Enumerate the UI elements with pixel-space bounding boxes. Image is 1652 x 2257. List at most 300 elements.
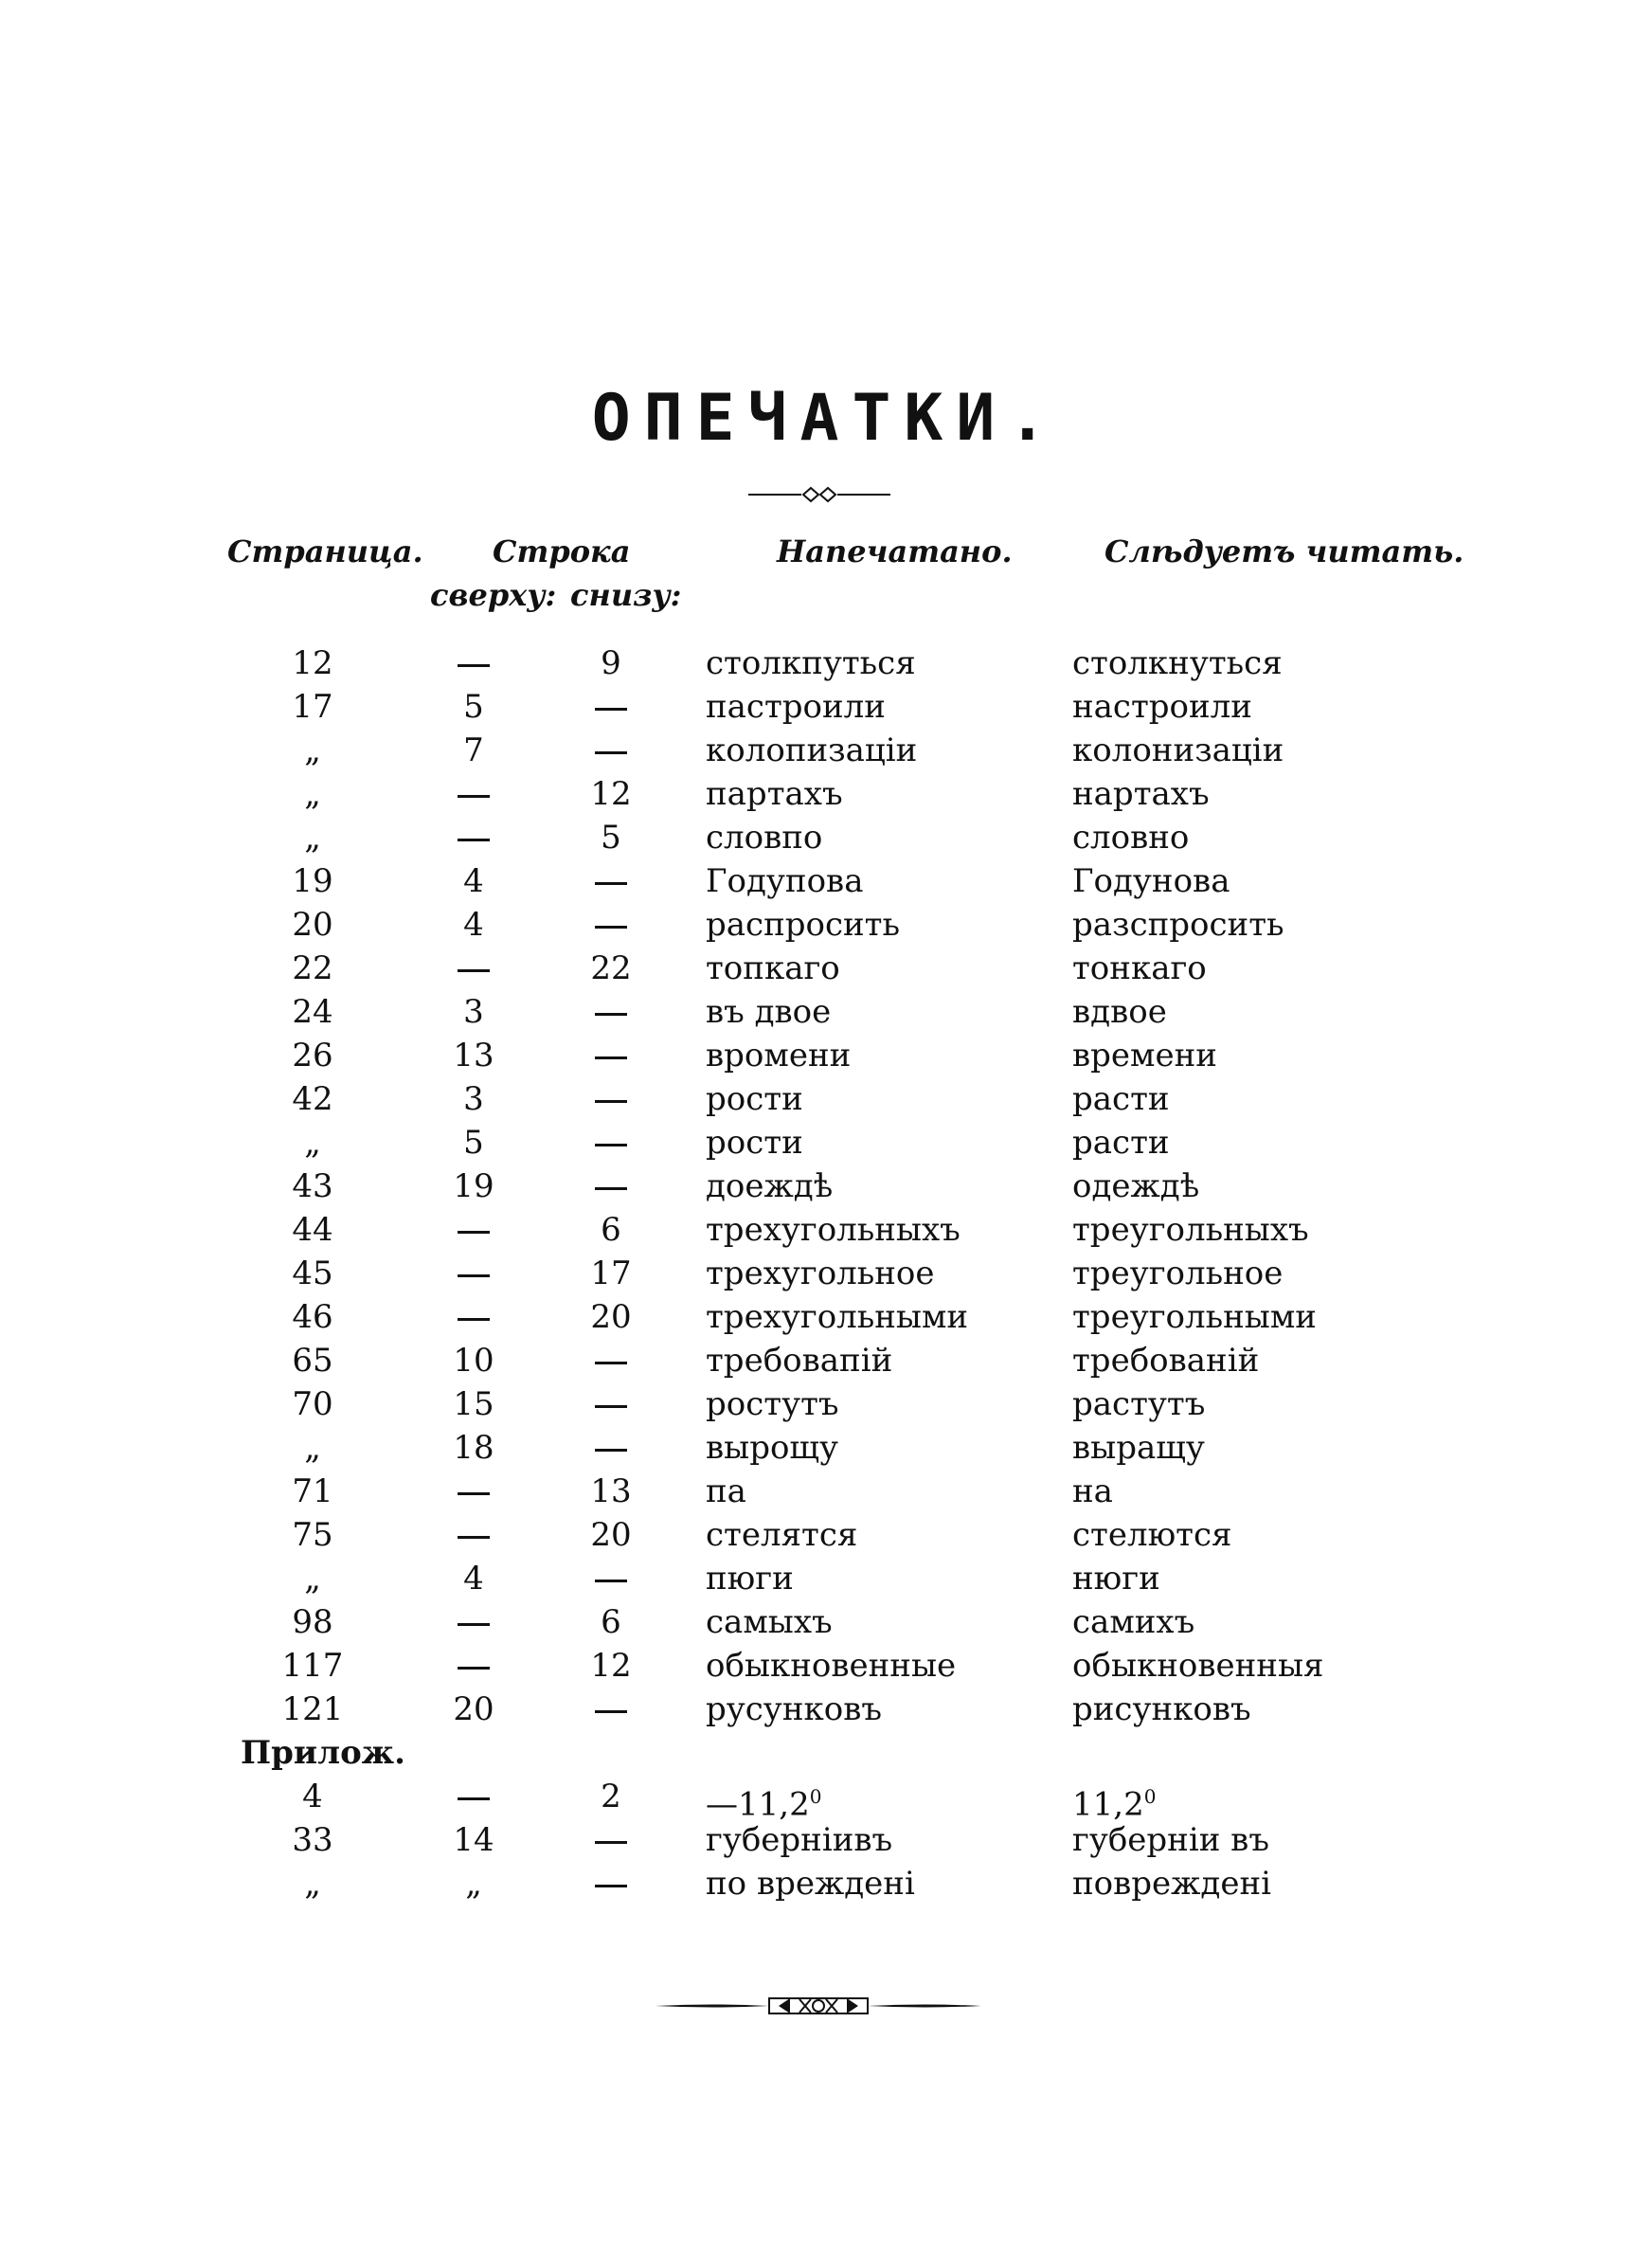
page-number-text: 98	[292, 1603, 333, 1641]
printed-text	[706, 1427, 838, 1469]
line-from-bottom	[549, 860, 673, 902]
correct-reading-text: повреждені	[1072, 1865, 1272, 1903]
line-from-top-text: 7	[463, 731, 484, 769]
dash-mark	[458, 1797, 490, 1800]
printed-text	[706, 904, 900, 946]
printed-text	[706, 730, 917, 771]
correct-reading	[1072, 817, 1189, 858]
correct-reading-text: обыкновенныя	[1072, 1647, 1324, 1685]
page-number	[218, 948, 407, 989]
line-from-bottom-text: 12	[590, 1647, 632, 1685]
correct-reading-text: словно	[1072, 819, 1190, 857]
printed-text	[706, 1209, 961, 1251]
line-from-bottom	[549, 1863, 673, 1905]
printed-text	[706, 1296, 968, 1338]
line-from-bottom	[549, 1471, 673, 1512]
printed-text-text: трехугольными	[706, 1298, 969, 1336]
correct-reading	[1072, 1645, 1323, 1687]
dash-mark	[458, 1492, 490, 1495]
line-from-top	[417, 1558, 530, 1599]
correct-reading	[1072, 1296, 1317, 1338]
correct-reading-text: треугольными	[1072, 1298, 1317, 1336]
printed-text	[706, 1340, 892, 1381]
line-from-top-text: 4	[463, 1560, 484, 1598]
page-number-text: 117	[281, 1647, 344, 1685]
line-from-top	[417, 1253, 530, 1294]
line-from-bottom	[549, 1078, 673, 1120]
printed-text	[706, 860, 863, 902]
line-from-bottom	[549, 1688, 673, 1730]
correct-reading-text: растутъ	[1072, 1385, 1206, 1423]
correct-reading-text: колонизаціи	[1072, 731, 1284, 769]
dash-mark	[458, 1274, 490, 1277]
correct-reading	[1072, 642, 1283, 684]
line-from-bottom	[549, 773, 673, 815]
line-from-bottom-text: 17	[590, 1255, 632, 1292]
header-line: Строка	[493, 533, 631, 569]
printed-text	[706, 1471, 746, 1512]
printed-text	[706, 1819, 892, 1861]
page-number	[218, 860, 407, 902]
line-from-top	[417, 1340, 530, 1381]
correct-reading-text: нюги	[1072, 1560, 1160, 1598]
page-number	[218, 991, 407, 1033]
dash-mark	[595, 882, 627, 885]
correct-reading	[1072, 991, 1167, 1033]
dash-mark	[595, 1056, 627, 1059]
table-row	[0, 1776, 1652, 1824]
printed-text-text: па	[706, 1472, 746, 1510]
page-number-text: 71	[292, 1472, 333, 1510]
table-row	[0, 773, 1652, 815]
page-number-text: 20	[292, 906, 333, 944]
line-from-top	[417, 904, 530, 946]
correct-reading-text: стелются	[1072, 1516, 1232, 1554]
line-from-top	[417, 1776, 530, 1817]
line-from-bottom	[549, 642, 673, 684]
page-number	[218, 1863, 407, 1905]
correct-reading-text: требованій	[1072, 1342, 1260, 1380]
dash-mark	[595, 708, 627, 711]
dash-mark	[595, 1405, 627, 1408]
line-from-bottom-text: 2	[601, 1778, 621, 1815]
correct-reading	[1072, 1688, 1251, 1730]
dash-mark	[458, 1667, 490, 1670]
line-from-bottom-text: 13	[590, 1472, 632, 1510]
table-row	[0, 1863, 1652, 1905]
header-line-top: сверху:	[430, 577, 557, 613]
dash-mark	[595, 1187, 627, 1190]
line-from-top	[417, 1819, 530, 1861]
table-row	[0, 686, 1652, 728]
page-number-text: 19	[292, 862, 333, 900]
printed-text	[706, 1165, 833, 1207]
page-number-text: 24	[292, 993, 333, 1031]
table-row	[0, 1165, 1652, 1207]
dash-mark	[458, 969, 490, 972]
line-from-bottom	[549, 1645, 673, 1687]
line-from-bottom	[549, 1383, 673, 1425]
page-number-text: 26	[292, 1037, 333, 1074]
dash-mark	[595, 1885, 627, 1887]
line-from-bottom	[549, 1427, 673, 1469]
page-title: ОПЕЧАТКИ.	[591, 381, 1061, 456]
page-number	[218, 904, 407, 946]
page-number-text: 75	[292, 1516, 333, 1554]
printed-text-text: губерніивъ	[706, 1821, 893, 1859]
line-from-top-text: 20	[453, 1690, 494, 1728]
printed-text-text: самыхъ	[706, 1603, 833, 1641]
printed-text	[706, 1122, 803, 1164]
line-from-bottom	[549, 991, 673, 1033]
correct-reading	[1072, 904, 1284, 946]
page-number-text: „	[304, 731, 321, 769]
dash-mark	[458, 1231, 490, 1234]
page-number	[218, 1514, 407, 1556]
page-number	[218, 1427, 407, 1469]
correct-reading	[1072, 1514, 1231, 1556]
correct-reading	[1072, 860, 1230, 902]
page-number	[218, 773, 407, 815]
correct-reading	[1072, 1209, 1309, 1251]
table-row	[0, 1296, 1652, 1338]
line-from-bottom	[549, 1296, 673, 1338]
dash-mark	[595, 1362, 627, 1364]
correct-reading-text: губерніи въ	[1072, 1821, 1269, 1859]
correct-reading-text: одеждѣ	[1072, 1167, 1200, 1205]
page-number	[218, 1122, 407, 1164]
printed-text-text: столкпуться	[706, 644, 916, 682]
dash-mark	[458, 1623, 490, 1626]
correct-reading	[1072, 1819, 1269, 1861]
line-from-top	[417, 1863, 530, 1905]
printed-text	[706, 1558, 794, 1599]
correct-reading-text: настроили	[1072, 688, 1252, 726]
line-from-bottom	[549, 1819, 673, 1861]
printed-text-text: требовапій	[706, 1342, 893, 1380]
correct-reading-text: столкнуться	[1072, 644, 1283, 682]
printed-text-text: трехугольныхъ	[706, 1211, 961, 1249]
line-from-top	[417, 642, 530, 684]
correct-reading-text: вдвое	[1072, 993, 1167, 1031]
line-from-top	[417, 1601, 530, 1643]
printed-text	[706, 817, 822, 858]
page-number	[218, 686, 407, 728]
table-row	[0, 1514, 1652, 1556]
page-number	[218, 1819, 407, 1861]
printed-text-text: въ двое	[706, 993, 832, 1031]
degree-superscript: 0	[809, 1785, 822, 1808]
header-line-bottom: снизу:	[570, 577, 682, 613]
line-from-bottom	[549, 817, 673, 858]
line-from-top-text: 18	[453, 1429, 494, 1467]
line-from-top	[417, 1383, 530, 1425]
printed-text-text: Годупова	[706, 862, 864, 900]
line-from-top	[417, 817, 530, 858]
dash-mark	[595, 1580, 627, 1582]
page-number-text: 44	[292, 1211, 333, 1249]
line-from-top-text: „	[465, 1865, 482, 1903]
dash-mark	[458, 839, 490, 841]
correct-reading-text: расти	[1072, 1080, 1170, 1118]
correct-reading	[1072, 1035, 1217, 1076]
line-from-top	[417, 1427, 530, 1469]
line-from-top	[417, 1165, 530, 1207]
line-from-top	[417, 1209, 530, 1251]
header-should-read: Слѣдуетъ читать.	[1104, 533, 1464, 569]
page-number	[218, 1253, 407, 1294]
printed-text-text: вромени	[706, 1037, 852, 1074]
correct-reading-text: выращу	[1072, 1429, 1205, 1467]
page-number-text: 65	[292, 1342, 333, 1380]
printed-text	[706, 642, 916, 684]
page-number-text: „	[304, 1429, 321, 1467]
correct-reading-text: рисунковъ	[1072, 1690, 1251, 1728]
printed-text	[706, 1776, 821, 1825]
page-number	[218, 817, 407, 858]
printed-text	[706, 686, 886, 728]
table-row	[0, 642, 1652, 684]
line-from-bottom	[549, 1514, 673, 1556]
dash-mark	[595, 926, 627, 929]
line-from-bottom	[549, 1558, 673, 1599]
correct-reading-text: на	[1072, 1472, 1113, 1510]
printed-text	[706, 1863, 915, 1905]
line-from-top-text: 5	[463, 688, 484, 726]
printed-text-text: стелятся	[706, 1516, 858, 1554]
page-number-text: 17	[292, 688, 333, 726]
page-number	[218, 1645, 407, 1687]
table-row	[0, 1471, 1652, 1512]
line-from-top	[417, 948, 530, 989]
line-from-bottom	[549, 1165, 673, 1207]
printed-text	[706, 991, 831, 1033]
printed-text	[706, 1514, 857, 1556]
printed-text-text: пюги	[706, 1560, 794, 1598]
correct-reading-text: тонкаго	[1072, 949, 1207, 987]
printed-text	[706, 773, 843, 815]
table-row	[0, 991, 1652, 1033]
line-from-top	[417, 1645, 530, 1687]
printed-text-text: рости	[706, 1124, 803, 1162]
line-from-bottom	[549, 1035, 673, 1076]
printed-text-text: русунковъ	[706, 1690, 882, 1728]
page-number-text: 22	[292, 949, 333, 987]
header-page: Страница.	[227, 533, 423, 569]
line-from-bottom	[549, 1340, 673, 1381]
correct-reading	[1072, 1558, 1160, 1599]
page-number-text: „	[304, 1124, 321, 1162]
line-from-top	[417, 1035, 530, 1076]
page-number	[218, 642, 407, 684]
page-number	[218, 1776, 407, 1817]
dash-mark	[458, 1318, 490, 1321]
line-from-top	[417, 773, 530, 815]
printed-text	[706, 1601, 833, 1643]
table-row	[0, 1035, 1652, 1076]
line-from-top-text: 4	[463, 906, 484, 944]
dash-mark	[595, 1144, 627, 1147]
line-from-top-text: 4	[463, 862, 484, 900]
correct-reading-text: разспросить	[1072, 906, 1284, 944]
line-from-bottom-text: 5	[601, 819, 621, 857]
line-from-bottom-text: 20	[590, 1298, 632, 1336]
table-row	[0, 817, 1652, 858]
title-ornament	[748, 483, 890, 506]
printed-text-text: словпо	[706, 819, 823, 857]
dash-mark	[595, 1449, 627, 1452]
line-from-top	[417, 860, 530, 902]
page-number	[218, 1558, 407, 1599]
line-from-top	[417, 991, 530, 1033]
line-from-top-text: 3	[463, 1080, 484, 1118]
correct-reading	[1072, 730, 1284, 771]
table-row	[0, 1601, 1652, 1643]
page-number	[218, 1471, 407, 1512]
line-from-top-text: 5	[463, 1124, 484, 1162]
page-number	[218, 1209, 407, 1251]
line-from-top	[417, 1688, 530, 1730]
table-row	[0, 1383, 1652, 1425]
dash-mark	[458, 664, 490, 667]
page-number-text: „	[304, 775, 321, 813]
line-from-bottom-text: 6	[601, 1211, 621, 1249]
line-from-top-text: 13	[453, 1037, 494, 1074]
page-number	[218, 1165, 407, 1207]
page-number-text: 121	[281, 1690, 344, 1728]
printed-text-text: пастроили	[706, 688, 886, 726]
table-row	[0, 1078, 1652, 1120]
line-from-top	[417, 1078, 530, 1120]
table-row	[0, 904, 1652, 946]
page-number-text: 45	[292, 1255, 333, 1292]
printed-text	[706, 1035, 851, 1076]
line-from-bottom	[549, 1253, 673, 1294]
dash-mark	[595, 751, 627, 754]
correct-reading-text: времени	[1072, 1037, 1217, 1074]
line-from-bottom-text: 12	[590, 775, 632, 813]
line-from-bottom	[549, 904, 673, 946]
correct-reading	[1072, 1471, 1113, 1512]
printed-text-text: партахъ	[706, 775, 843, 813]
page-number	[218, 730, 407, 771]
page-number-text: 43	[292, 1167, 333, 1205]
correct-reading	[1072, 686, 1252, 728]
line-from-top-text: 14	[453, 1821, 494, 1859]
correct-reading-text: Годунова	[1072, 862, 1230, 900]
correct-reading	[1072, 1122, 1170, 1164]
table-row	[0, 1558, 1652, 1599]
correct-reading	[1072, 1165, 1199, 1207]
correct-reading	[1072, 1253, 1283, 1294]
correct-reading-text: 11,2	[1072, 1785, 1144, 1824]
page-number	[218, 1601, 407, 1643]
appendix-row	[0, 1732, 1652, 1774]
correct-reading	[1072, 773, 1210, 815]
line-from-bottom	[549, 1776, 673, 1817]
table-row	[0, 1253, 1652, 1294]
page-number-text: 46	[292, 1298, 333, 1336]
line-from-bottom	[549, 1601, 673, 1643]
printed-text	[706, 1383, 839, 1425]
line-from-bottom-text: 6	[601, 1603, 621, 1641]
printed-text-text: вырощу	[706, 1429, 839, 1467]
page-number	[218, 1688, 407, 1730]
line-from-bottom	[549, 686, 673, 728]
printed-text-text: распросить	[706, 906, 900, 944]
printed-text-text: рости	[706, 1080, 803, 1118]
page-number-text: „	[304, 1560, 321, 1598]
page-number-text: 33	[292, 1821, 333, 1859]
page-number-text: 42	[292, 1080, 333, 1118]
correct-reading	[1072, 1340, 1259, 1381]
table-row	[0, 1645, 1652, 1687]
page-number-text: 12	[292, 644, 333, 682]
correct-reading-text: треугольныхъ	[1072, 1211, 1309, 1249]
line-from-bottom-text: 9	[601, 644, 621, 682]
dash-mark	[595, 1841, 627, 1844]
dash-mark	[458, 795, 490, 798]
line-from-top	[417, 1122, 530, 1164]
dash-mark	[595, 1100, 627, 1103]
correct-reading	[1072, 1601, 1194, 1643]
correct-reading	[1072, 1078, 1170, 1120]
degree-superscript: 0	[1143, 1785, 1157, 1808]
line-from-top-text: 15	[453, 1385, 494, 1423]
dash-mark	[458, 1536, 490, 1539]
printed-text-text: по вреждені	[706, 1865, 915, 1903]
correct-reading-text: расти	[1072, 1124, 1170, 1162]
line-from-bottom-text: 22	[590, 949, 632, 987]
line-from-bottom	[549, 948, 673, 989]
printed-text	[706, 1688, 882, 1730]
page-number-text: „	[304, 1865, 321, 1903]
page-number	[218, 1340, 407, 1381]
line-from-top-text: 19	[453, 1167, 494, 1205]
page-number-text: 4	[302, 1778, 323, 1815]
line-from-top	[417, 730, 530, 771]
page-number-text: „	[304, 819, 321, 857]
line-from-bottom	[549, 730, 673, 771]
line-from-bottom-text: 20	[590, 1516, 632, 1554]
correct-reading-text: нартахъ	[1072, 775, 1210, 813]
correct-reading	[1072, 1427, 1205, 1469]
correct-reading-text: самихъ	[1072, 1603, 1195, 1641]
line-from-bottom	[549, 1209, 673, 1251]
line-from-bottom	[549, 1122, 673, 1164]
printed-text-text: трехугольное	[706, 1255, 935, 1292]
table-row	[0, 730, 1652, 771]
printed-text-text: доеждѣ	[706, 1167, 834, 1205]
table-row	[0, 948, 1652, 989]
table-row	[0, 1209, 1652, 1251]
printed-text-text: колопизаціи	[706, 731, 918, 769]
printed-text-text: ростутъ	[706, 1385, 839, 1423]
table-row	[0, 1688, 1652, 1730]
table-row	[0, 860, 1652, 902]
line-from-top	[417, 1296, 530, 1338]
printed-text-text: обыкновенные	[706, 1647, 957, 1685]
table-row	[0, 1819, 1652, 1861]
table-row	[0, 1340, 1652, 1381]
printed-text	[706, 1645, 956, 1687]
page-number	[218, 1078, 407, 1120]
printed-text	[706, 1253, 935, 1294]
correct-reading	[1072, 948, 1207, 989]
page-number	[218, 1296, 407, 1338]
printed-text	[706, 1078, 803, 1120]
printed-text-text: —11,2	[706, 1785, 810, 1824]
